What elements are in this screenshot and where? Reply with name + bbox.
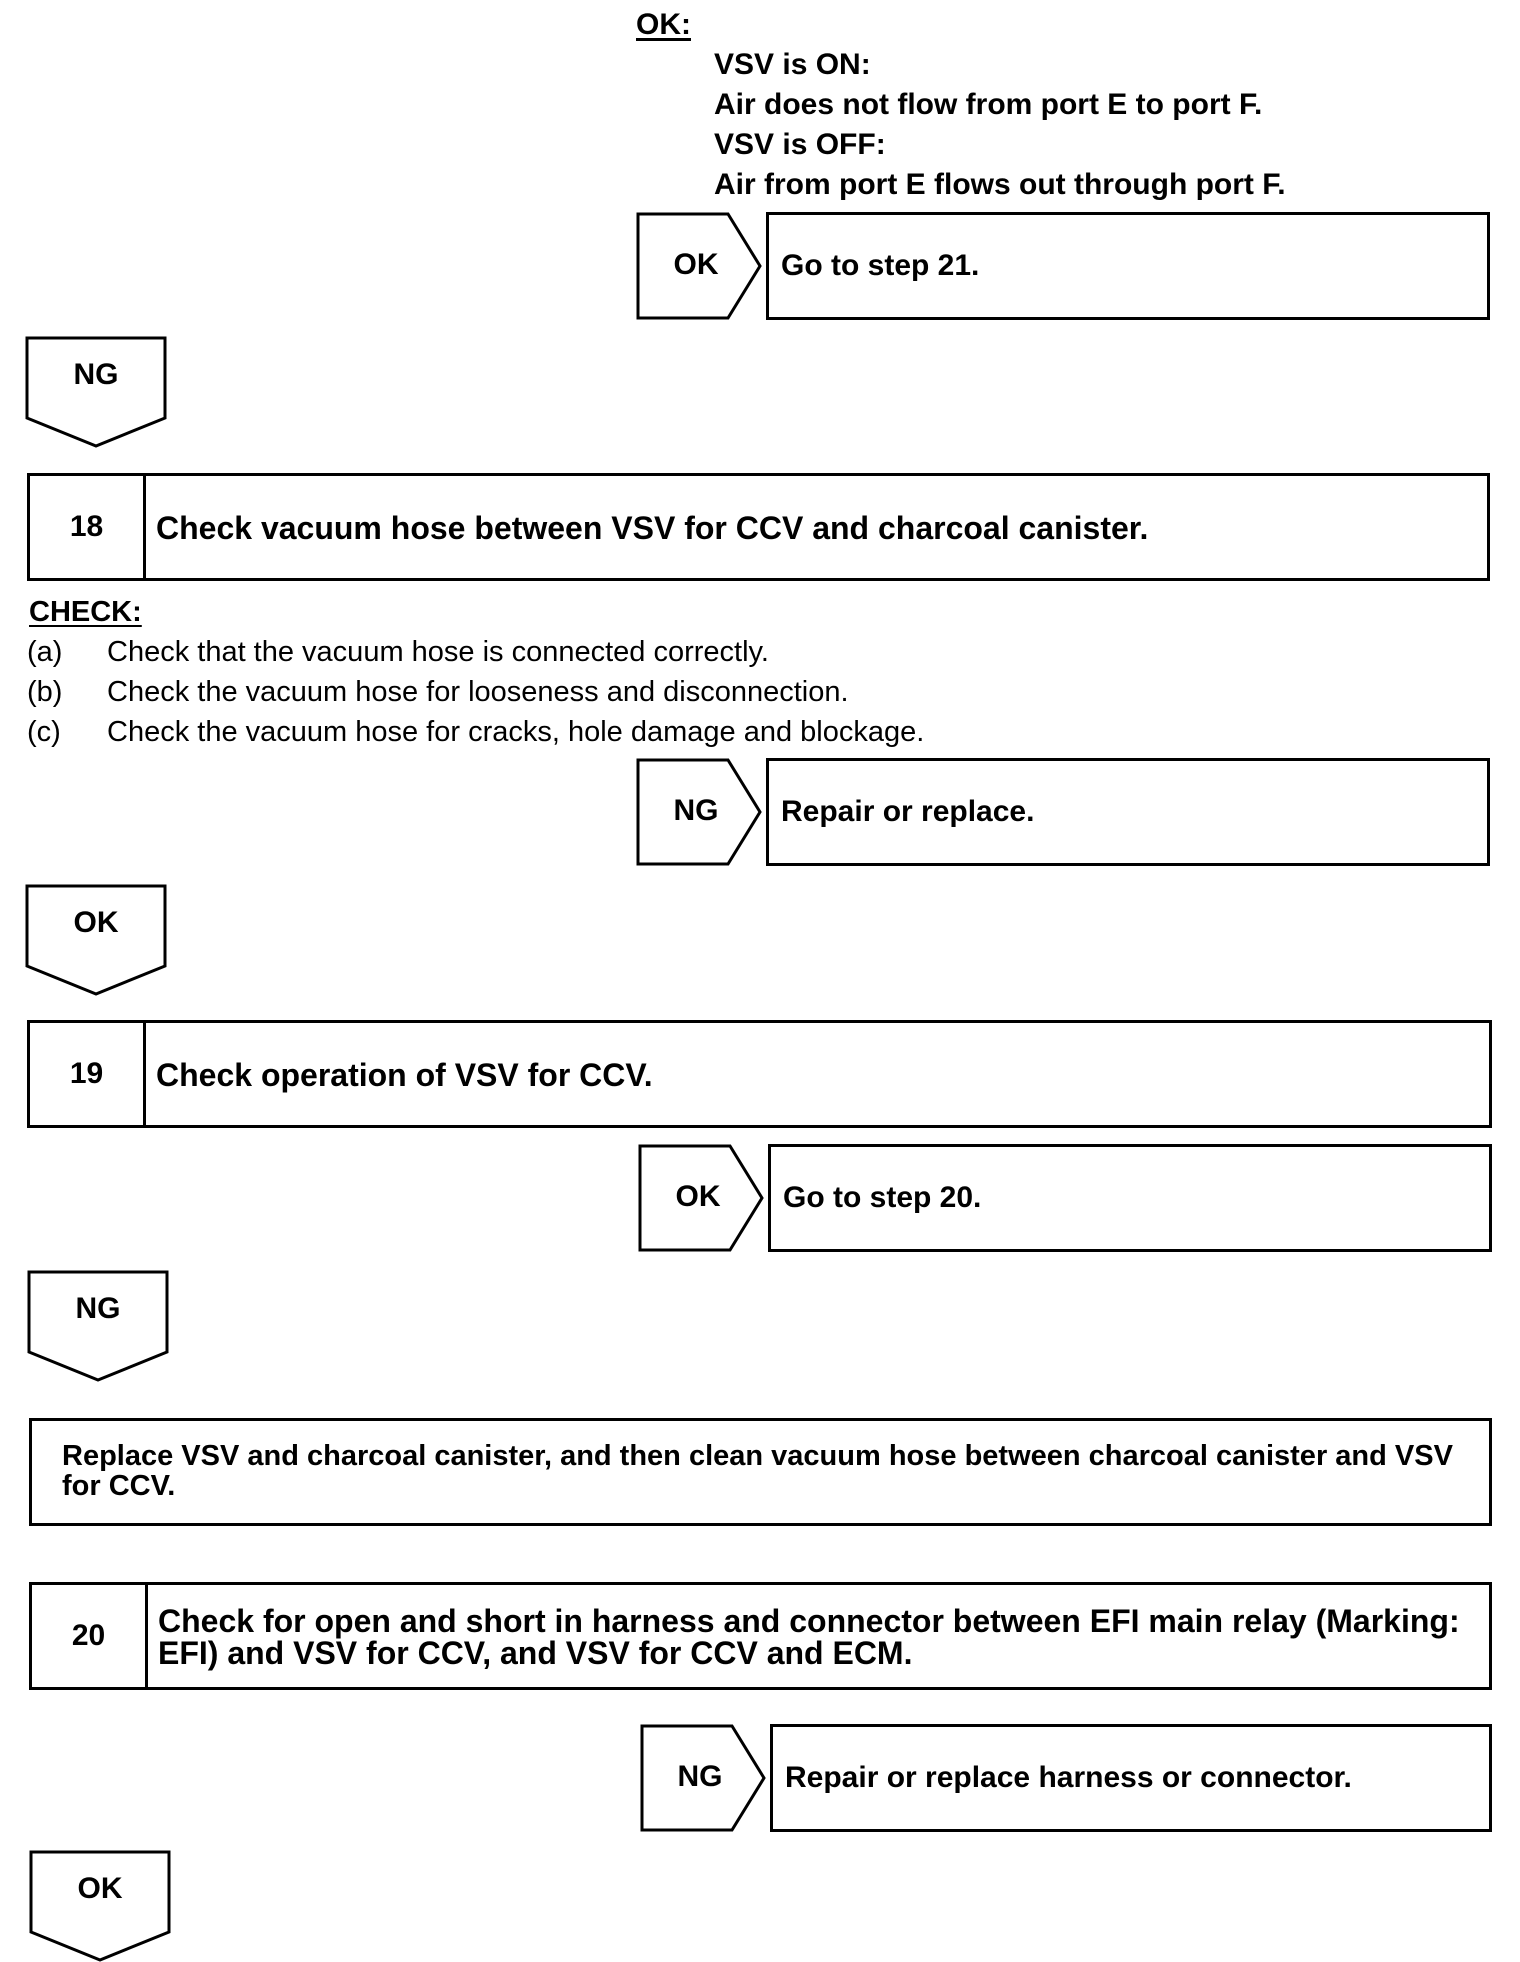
result-18-badge-label: NG xyxy=(673,794,719,827)
ok-spec-line-4: Air from port E flows out through port F. xyxy=(714,168,1286,201)
step-18-title: Check vacuum hose between VSV for CCV and charcoal canister. xyxy=(156,510,1149,546)
check-heading: CHECK: xyxy=(29,596,142,628)
branch-20-down xyxy=(29,1850,171,1962)
branch-17-label: NG xyxy=(73,358,119,391)
ok-spec-heading: OK: xyxy=(636,8,691,41)
step-20-title: Check for open and short in harness and connector between EFI main relay (Marking: EFI) and VSV for CCV, and VSV for CCV and ECM. xyxy=(158,1603,1460,1671)
check-item-text: Check the vacuum hose for looseness and disconnection. xyxy=(107,676,849,708)
result-20-badge-label: NG xyxy=(677,1760,723,1793)
result-19-badge xyxy=(638,1144,766,1252)
step-20-number: 20 xyxy=(32,1585,148,1687)
check-item-label: (b) xyxy=(27,676,63,708)
step-18-header xyxy=(27,473,1490,581)
check-item xyxy=(27,636,769,669)
result-17-badge xyxy=(636,212,764,320)
step-19-number: 19 xyxy=(30,1023,146,1125)
result-17-badge-label: OK xyxy=(673,248,719,281)
branch-20-label: OK xyxy=(77,1872,123,1905)
check-item-label: (a) xyxy=(27,636,63,668)
result-19-badge-label: OK xyxy=(675,1180,721,1213)
step-19-title: Check operation of VSV for CCV. xyxy=(156,1057,653,1093)
result-18-badge xyxy=(636,758,764,866)
arrow-down-shape xyxy=(25,336,167,448)
branch-19-label: NG xyxy=(75,1292,121,1325)
check-item xyxy=(27,676,849,709)
ok-spec-line-2: Air does not flow from port E to port F. xyxy=(714,88,1263,121)
result-18-box: Repair or replace. xyxy=(766,758,1490,866)
step-18-number: 18 xyxy=(30,476,146,578)
result-19-box: Go to step 20. xyxy=(768,1144,1492,1252)
result-20-box: Repair or replace harness or connector. xyxy=(770,1724,1492,1832)
ok-spec-line-3: VSV is OFF: xyxy=(714,128,886,161)
check-item-label: (c) xyxy=(27,716,61,748)
result-17-box: Go to step 21. xyxy=(766,212,1490,320)
branch-18-label: OK xyxy=(73,906,119,939)
check-item-text: Check the vacuum hose for cracks, hole damage and blockage. xyxy=(107,716,925,748)
result-20-badge xyxy=(640,1724,768,1832)
replace-box: Replace VSV and charcoal canister, and then clean vacuum hose between charcoal canister and VSV for CCV. xyxy=(29,1418,1492,1526)
arrow-down-shape xyxy=(27,1270,169,1382)
check-item-text: Check that the vacuum hose is connected correctly. xyxy=(107,636,769,668)
arrow-down-shape xyxy=(29,1850,171,1962)
branch-17-down xyxy=(25,336,167,448)
check-item xyxy=(27,716,924,749)
branch-19-down xyxy=(27,1270,169,1382)
step-19-header xyxy=(27,1020,1492,1128)
step-20-header xyxy=(29,1582,1492,1690)
arrow-down-shape xyxy=(25,884,167,996)
ok-spec-line-1: VSV is ON: xyxy=(714,48,871,81)
branch-18-down xyxy=(25,884,167,996)
